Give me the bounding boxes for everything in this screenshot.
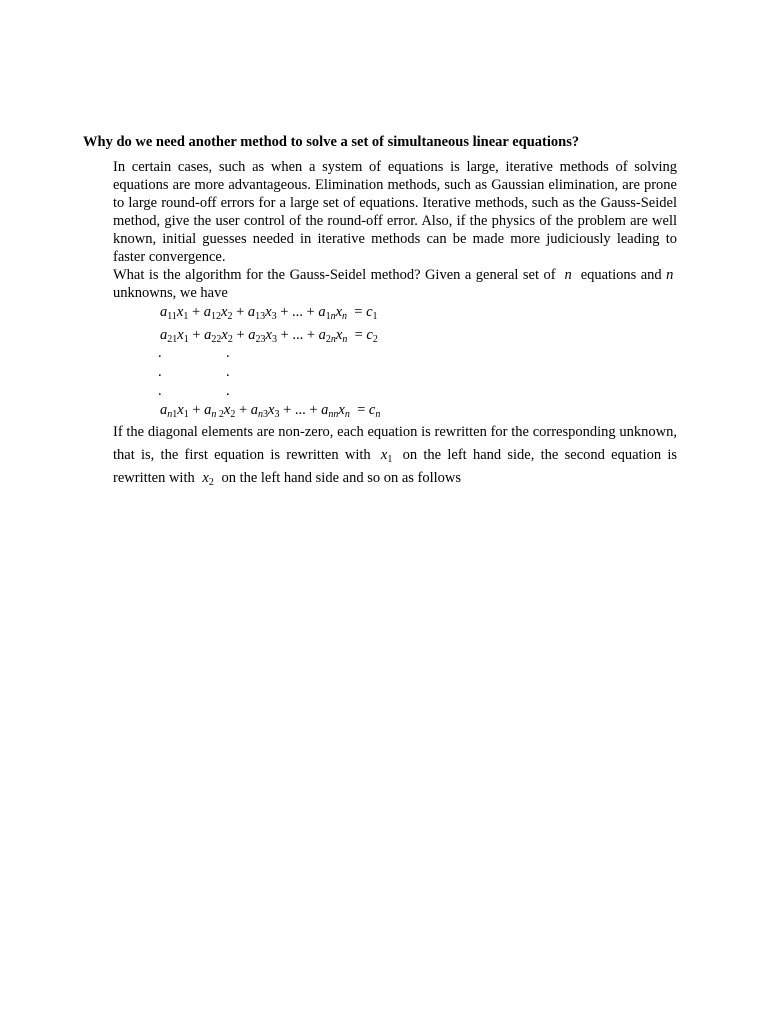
intro-paragraph: In certain cases, such as when a system of equations is large, iterative methods of solving equations are more advantageous. Elimination methods, such as Gaussian elimination, are prone to large round-off errors for a large set of equations. Iterative methods, such as the Gauss-Seidel method, give the user control of the round-off error. Also, if the physics of the problem are well known, initial guesses needed in iterative methods can be made more judiciously leading to faster convergence. bbox=[113, 159, 677, 265]
equation-n: $a_{n1}x_1 + a_{n 2}x_2 + a_{n3}x_3$ + ... + $a_{nn}x_n = c_n$ bbox=[160, 402, 381, 420]
section-heading: Why do we need another method to solve a set of simultaneous linear equations? bbox=[83, 134, 580, 150]
algorithm-text-1: What is the algorithm for the Gauss-Seidel method? Given a general set of bbox=[113, 267, 556, 283]
algorithm-text-3: unknowns, we have bbox=[113, 285, 228, 301]
algorithm-text-2: equations and bbox=[580, 267, 662, 283]
ellipsis-dot: . bbox=[226, 383, 230, 399]
rewrite-text-1: If the diagonal elements are non-zero, each equation is rewritten for the corresponding unknown, that is, the first equation is rewritten with bbox=[113, 424, 677, 463]
rewrite-text-2: on the left hand side, the second equation is rewritten with bbox=[113, 447, 677, 486]
var-n: n bbox=[666, 267, 674, 283]
algorithm-paragraph bbox=[113, 266, 677, 302]
var-x1: $x_1$ bbox=[380, 447, 393, 465]
ellipsis-dot: . bbox=[158, 345, 162, 361]
ellipsis-dot: . bbox=[158, 364, 162, 380]
ellipsis-dot: . bbox=[226, 364, 230, 380]
equation-1: $a_{11}x_1 + a_{12}x_2 + a_{13}x_3$ + ... + $a_{1n}x_n = c_1$ bbox=[160, 304, 378, 322]
ellipsis-dot: . bbox=[226, 345, 230, 361]
rewrite-paragraph bbox=[113, 421, 677, 490]
var-x2: $x_2$ bbox=[202, 470, 214, 488]
equation-2: $a_{21}x_1 + a_{22}x_2 + a_{23}x_3$ + ... + $a_{2n}x_n = c_2$ bbox=[160, 327, 378, 345]
rewrite-text-3: on the left hand side and so on as follows bbox=[221, 470, 462, 486]
ellipsis-dot: . bbox=[158, 383, 162, 399]
var-n: n bbox=[564, 267, 572, 283]
